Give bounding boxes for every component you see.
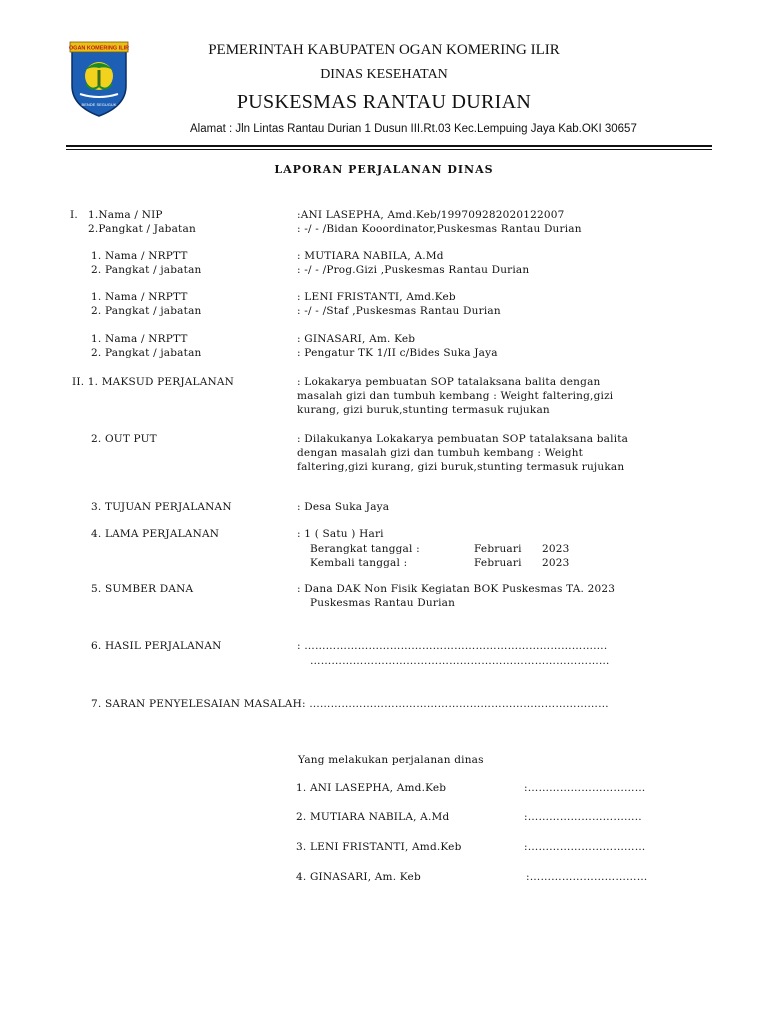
header-address: Alamat : Jln Lintas Rantau Durian 1 Dusun III.Rt.03 Kec.Lempuing Jaya Kab.OKI 30657 (190, 123, 637, 135)
return-label: Kembali tanggal : (310, 557, 408, 569)
person4-rank-value: : Pengatur TK 1/II c/Bides Suka Jaya (297, 347, 498, 359)
person3-name-value: : LENI FRISTANTI, Amd.Keb (297, 291, 456, 303)
person4-name-label: 1. Nama / NRPTT (91, 333, 188, 345)
destination-value: : Desa Suka Jaya (297, 501, 390, 513)
signature-heading: Yang melakukan perjalanan dinas (298, 754, 484, 766)
result-line-1: : …………………………………………………………………………. (297, 640, 608, 652)
report-title: LAPORAN PERJALANAN DINAS (274, 163, 494, 176)
person1-name-value: :ANI LASEPHA, Amd.Keb/199709282020122007 (297, 209, 565, 221)
svg-text:BENDE SEGUGUK: BENDE SEGUGUK (81, 102, 117, 107)
person2-rank-value: : -/ - /Prog.Gizi ,Puskesmas Rantau Durian (297, 264, 530, 276)
person4-name-value: : GINASARI, Am. Keb (297, 333, 416, 345)
output-line-2: dengan masalah gizi dan tumbuh kembang : Weight (297, 447, 584, 459)
result-label: 6. HASIL PERJALANAN (91, 640, 222, 652)
person1-rank-label: 2.Pangkat / Jabatan (88, 223, 196, 235)
purpose-line-3: kurang, gizi buruk,stunting termasuk rujukan (297, 404, 550, 416)
duration-value: : 1 ( Satu ) Hari (297, 528, 384, 540)
header-divider (66, 145, 712, 147)
signer3-name: 3. LENI FRISTANTI, Amd.Keb (296, 841, 462, 853)
signer3-signature-line: :…………………………… (524, 841, 646, 853)
section-one-number: I. (70, 209, 78, 221)
signer2-name: 2. MUTIARA NABILA, A.Md (296, 811, 450, 823)
header-puskesmas: PUSKESMAS RANTAU DURIAN (236, 91, 532, 113)
person4-rank-label: 2. Pangkat / jabatan (91, 347, 202, 359)
person3-name-label: 1. Nama / NRPTT (91, 291, 188, 303)
duration-label: 4. LAMA PERJALANAN (91, 528, 220, 540)
person2-name-value: : MUTIARA NABILA, A.Md (297, 250, 444, 262)
output-line-3: faltering,gizi kurang, gizi buruk,stunting termasuk rujukan (297, 461, 625, 473)
purpose-label: II. 1. MAKSUD PERJALANAN (72, 376, 235, 388)
header-government: PEMERINTAH KABUPATEN OGAN KOMERING ILIR (208, 42, 560, 58)
departure-label: Berangkat tanggal : (310, 543, 420, 555)
output-line-1: : Dilakukanya Lokakarya pembuatan SOP tatalaksana balita (297, 433, 629, 445)
return-year: 2023 (542, 557, 570, 569)
return-month: Februari (474, 557, 522, 569)
person3-rank-label: 2. Pangkat / jabatan (91, 305, 202, 317)
purpose-line-1: : Lokakarya pembuatan SOP tatalaksana balita dengan (297, 376, 601, 388)
person1-name-label: 1.Nama / NIP (88, 209, 163, 221)
person2-name-label: 1. Nama / NRPTT (91, 250, 188, 262)
signer1-name: 1. ANI LASEPHA, Amd.Keb (296, 782, 447, 794)
funding-label: 5. SUMBER DANA (91, 583, 194, 595)
departure-month: Februari (474, 543, 522, 555)
signer1-signature-line: :…………………………… (524, 782, 646, 794)
signer4-signature-line: :…………………………… (526, 871, 648, 883)
signer2-signature-line: :………………………….. (524, 811, 642, 823)
header-department: DINAS KESEHATAN (320, 67, 448, 82)
person1-rank-value: : -/ - /Bidan Kooordinator,Puskesmas Rantau Durian (297, 223, 582, 235)
funding-line-2: Puskesmas Rantau Durian (310, 597, 456, 609)
destination-label: 3. TUJUAN PERJALANAN (91, 501, 232, 513)
result-line-2: ………………………………………………………………………… (310, 655, 610, 667)
output-label: 2. OUT PUT (91, 433, 157, 445)
funding-line-1: : Dana DAK Non Fisik Kegiatan BOK Puskesmas TA. 2023 (297, 583, 616, 595)
person2-rank-label: 2. Pangkat / jabatan (91, 264, 202, 276)
purpose-line-2: masalah gizi dan tumbuh kembang : Weight faltering,gizi (297, 390, 614, 402)
departure-year: 2023 (542, 543, 570, 555)
header-divider-thin (66, 149, 712, 150)
suggestion-label: 7. SARAN PENYELESAIAN MASALAH: ………………………………………………………………………… (91, 698, 609, 710)
signer4-name: 4. GINASARI, Am. Keb (296, 871, 421, 883)
person3-rank-value: : -/ - /Staf ,Puskesmas Rantau Durian (297, 305, 501, 317)
svg-text:OGAN KOMERING ILIR: OGAN KOMERING ILIR (68, 45, 130, 52)
